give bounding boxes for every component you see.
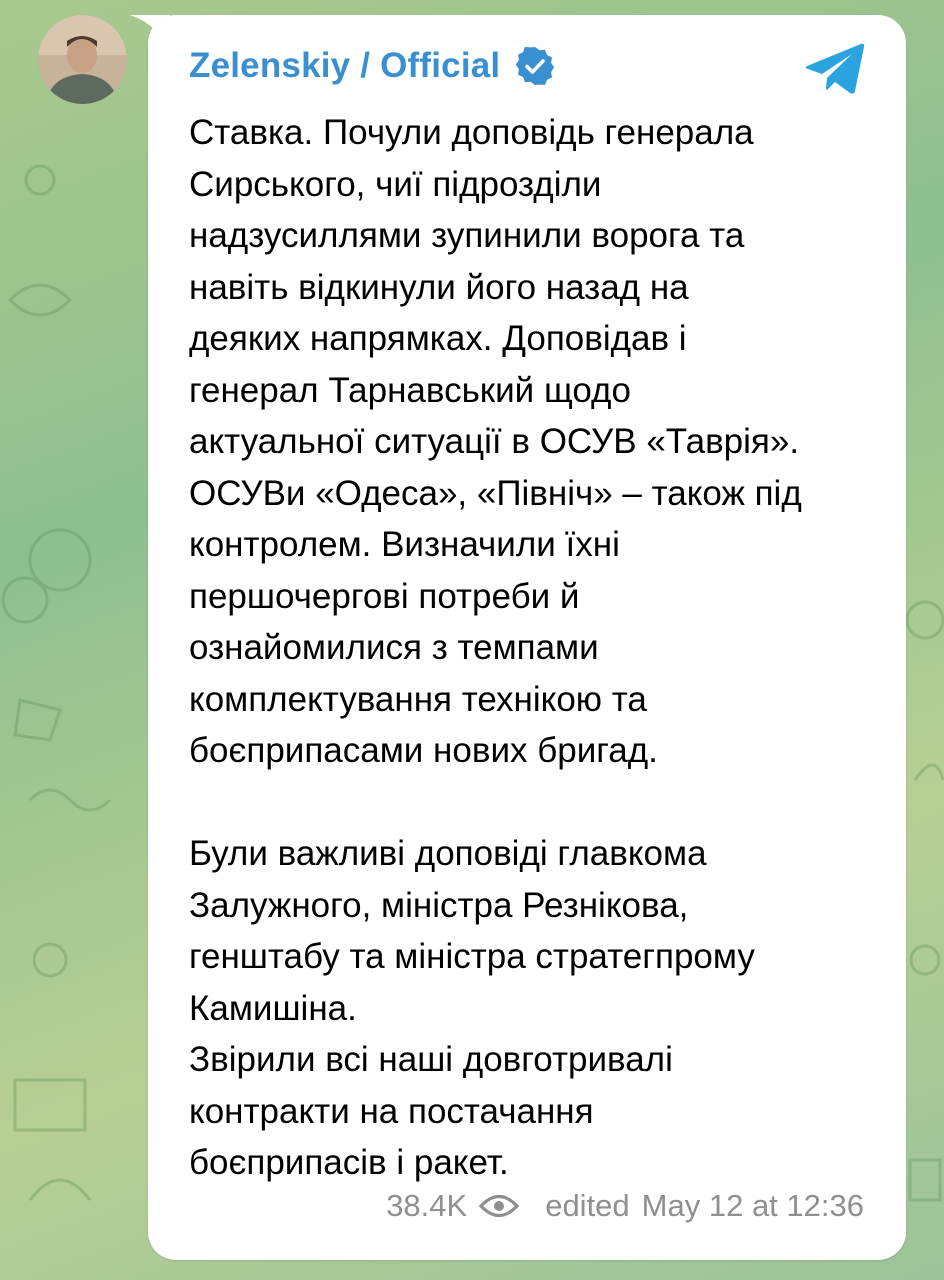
view-count: 38.4K	[386, 1188, 468, 1223]
eye-icon	[479, 1193, 519, 1219]
message-paragraph: Були важливі доповіді главкома Залужного, міністра Резнікова, генштабу та міністра стратегпрому Камишіна. Звірили всі наші довготривалі контракти на постачання боєприпасів і ракет.	[189, 834, 755, 1182]
avatar-portrait-icon	[38, 15, 127, 104]
message-timestamp: May 12 at 12:36	[641, 1188, 864, 1223]
message-paragraph: Ставка. Почули доповідь генерала Сирського, чиї підрозділи надзусиллями зупинили ворога та навіть відкинули його назад на деяких напрямках. Доповідав і генерал Тарнавський щодо актуальної ситуації в ОСУВ «Таврія». ОСУВи «Одеса», «Північ» – також під контролем. Визначили їхні першочергові потреби й ознайомилися з темпами комплектування технікою та боєприпасами нових бригад.	[189, 113, 802, 770]
telegram-logo-icon[interactable]	[804, 41, 866, 97]
message-meta	[386, 1188, 864, 1224]
message-bubble	[148, 15, 906, 1260]
verified-badge-icon	[514, 45, 556, 87]
paragraph-spacer	[189, 777, 879, 829]
edited-label: edited	[545, 1188, 630, 1223]
channel-name[interactable]: Zelenskiy / Official	[189, 46, 501, 85]
message-body	[189, 107, 879, 1189]
message-header	[189, 45, 556, 87]
channel-avatar[interactable]	[38, 15, 127, 104]
